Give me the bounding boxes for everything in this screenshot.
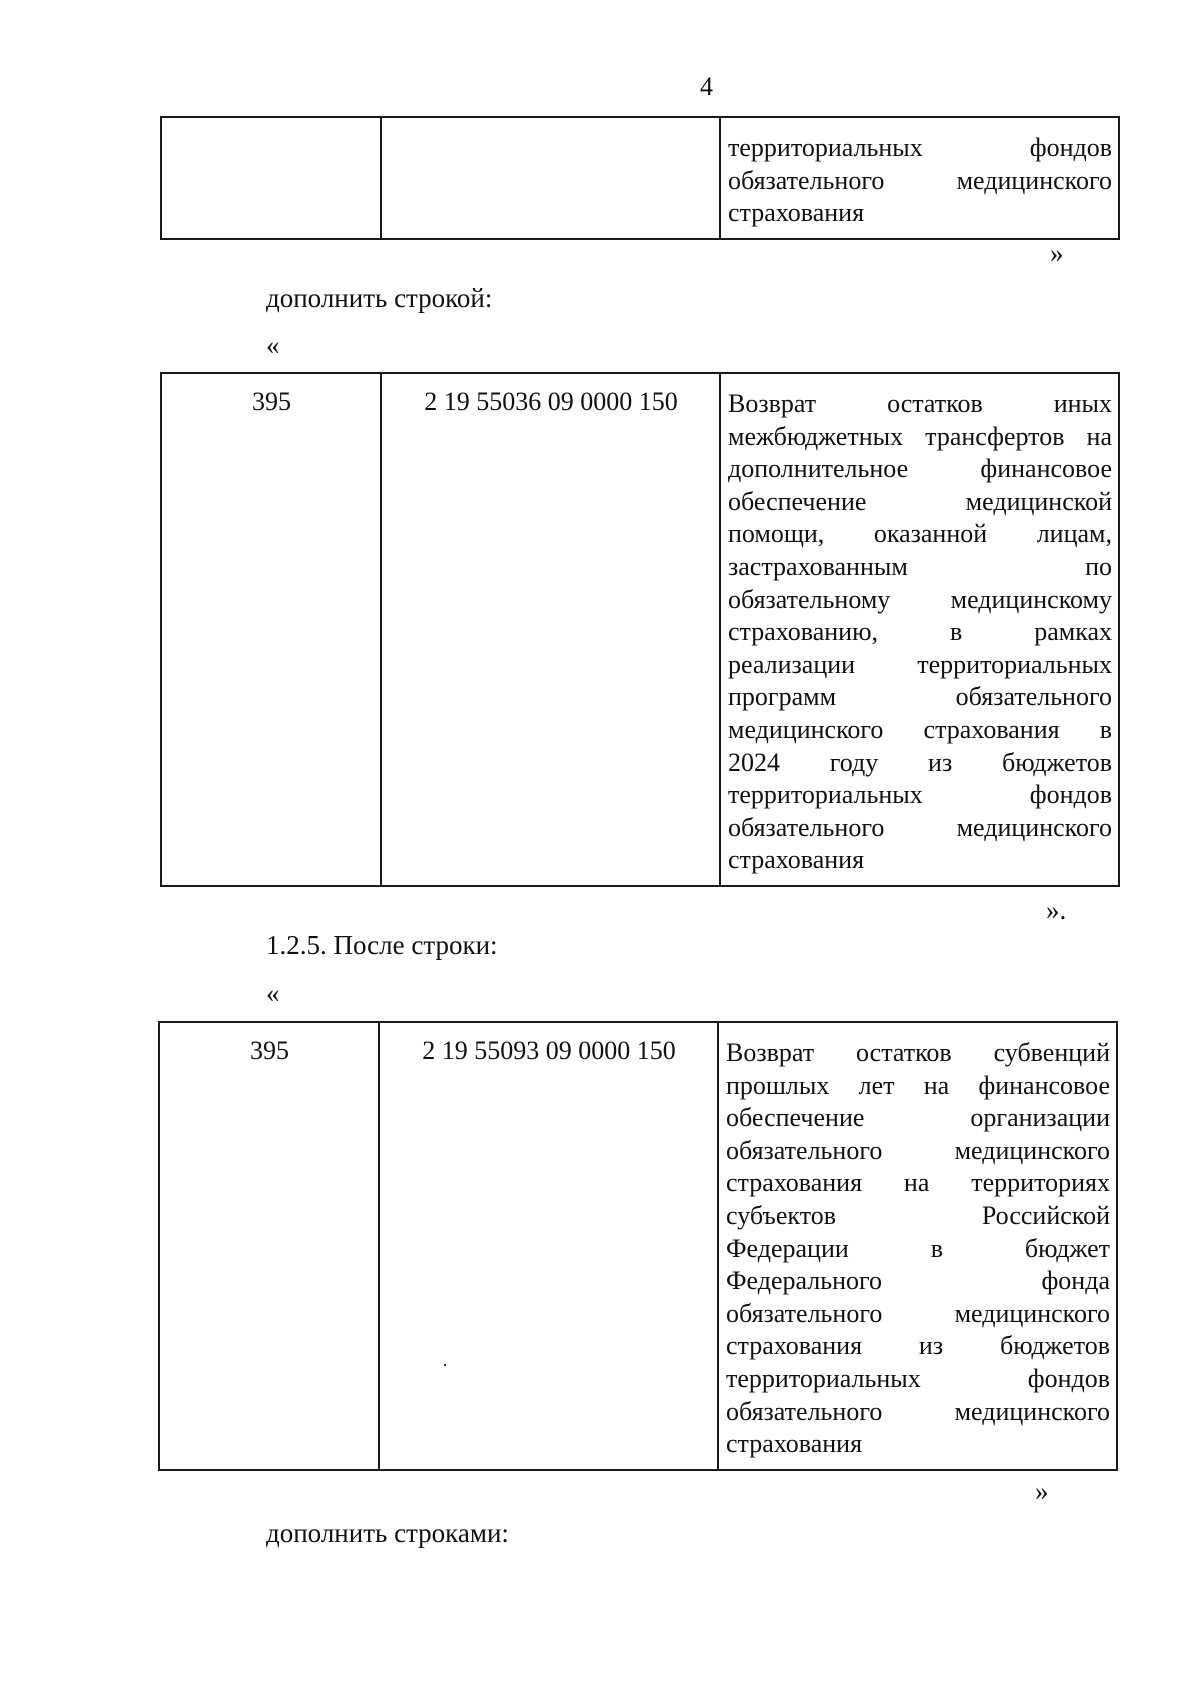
desc-line: межбюджетных трансфертов на (728, 421, 1112, 451)
desc-line: страхования (728, 198, 865, 228)
table-2-new-row (160, 372, 1120, 887)
cell-code: 395 (161, 373, 381, 886)
cell-code: 395 (159, 1022, 379, 1470)
desc-line: обязательного медицинского (726, 1298, 1110, 1328)
table-row (159, 1022, 1117, 1470)
desc-line: медицинского страхования в (728, 714, 1112, 744)
desc-line: страхования из бюджетов (726, 1331, 1110, 1361)
desc-line: программ обязательного (728, 682, 1112, 712)
desc-line: помощи, оказанной лицам, (728, 519, 1112, 549)
desc-line: реализации территориальных (728, 649, 1112, 679)
desc-line: Возврат остатков субвенций (726, 1038, 1110, 1067)
desc-line: обязательного медицинского (726, 1135, 1110, 1165)
table-1-continuation (160, 116, 1120, 240)
desc-line: страхования (726, 1429, 863, 1459)
scan-speck (444, 1364, 446, 1366)
desc-line: Федерации в бюджет (726, 1233, 1110, 1263)
cell-description (718, 1022, 1117, 1470)
desc-line: территориальных фондов (728, 780, 1112, 810)
opening-quote: « (266, 978, 280, 1008)
desc-line: дополнительное финансовое (728, 454, 1112, 484)
opening-quote: « (266, 330, 280, 360)
cell-kbk: 2 19 55036 09 0000 150 (381, 373, 720, 886)
closing-quote: » (1035, 1476, 1049, 1506)
desc-line: 2024 году из бюджетов (728, 747, 1112, 777)
table-3-existing-row (158, 1021, 1118, 1471)
desc-line: обеспечение организации (726, 1103, 1110, 1133)
desc-line: Возврат остатков иных (728, 389, 1112, 418)
paragraph-add-row: дополнить строкой: (266, 283, 493, 313)
desc-line: территориальных фондов (726, 1363, 1110, 1393)
table-row (161, 117, 1119, 239)
paragraph-add-rows: дополнить строками: (266, 1518, 509, 1548)
cell-kbk: 2 19 55093 09 0000 150 (379, 1022, 718, 1470)
cell-code (161, 117, 381, 239)
desc-line: страхованию, в рамках (728, 617, 1112, 647)
cell-description (720, 117, 1119, 239)
desc-line: страхования (728, 845, 865, 875)
closing-quote: » (1050, 238, 1064, 268)
cell-kbk (381, 117, 720, 239)
paragraph-clause-1-2-5: 1.2.5. После строки: (266, 930, 498, 960)
desc-line: застрахованным по (728, 551, 1112, 581)
desc-line: Федерального фонда (726, 1266, 1110, 1296)
desc-line: субъектов Российской (726, 1200, 1110, 1230)
desc-line: прошлых лет на финансовое (726, 1070, 1110, 1100)
closing-quote: ». (1046, 895, 1067, 925)
desc-line: обязательному медицинскому (728, 584, 1112, 614)
cell-description (720, 373, 1119, 886)
desc-line: обязательного медицинского (728, 165, 1112, 195)
desc-line: территориальных фондов (728, 133, 1112, 162)
desc-line: обеспечение медицинской (728, 486, 1112, 516)
desc-line: страхования на территориях (726, 1168, 1110, 1198)
desc-line: обязательного медицинского (728, 812, 1112, 842)
desc-line: обязательного медицинского (726, 1396, 1110, 1426)
table-row (161, 373, 1119, 886)
